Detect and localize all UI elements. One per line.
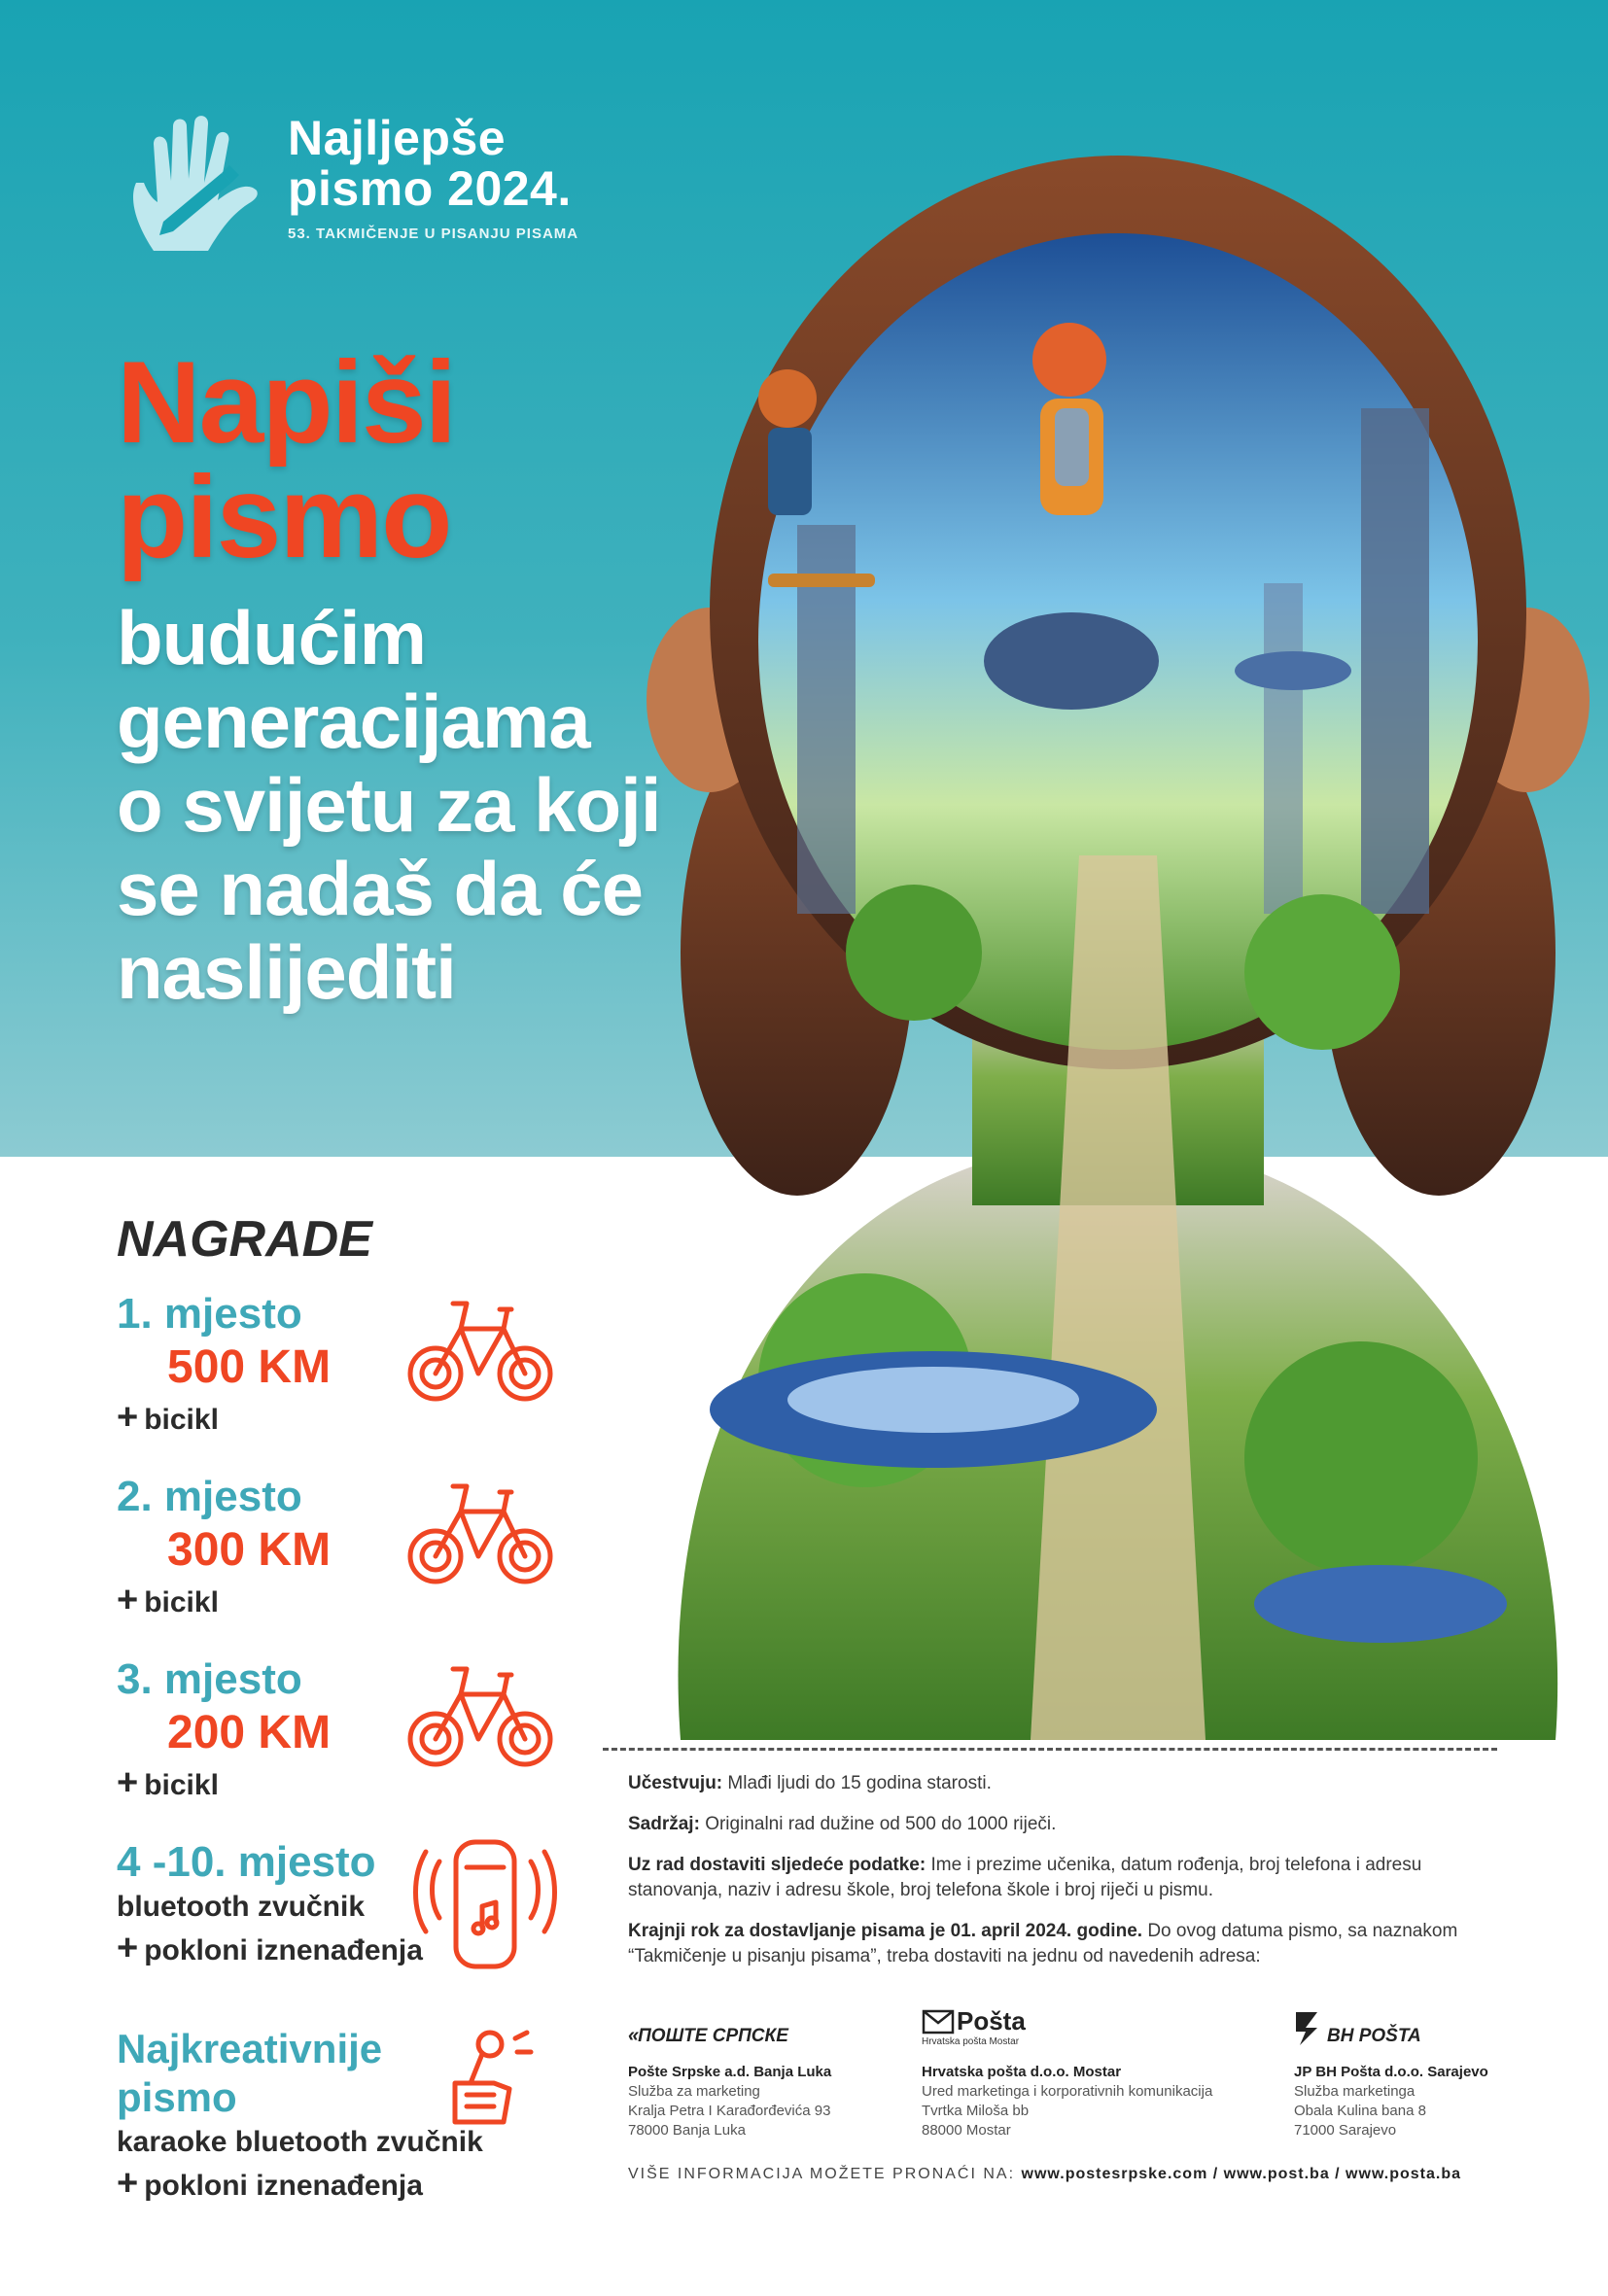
dashed-divider <box>603 1748 1497 1751</box>
bicycle-icon <box>402 1473 558 1589</box>
bh-posta-logo-text: BH POŠTA <box>1327 2026 1421 2046</box>
partner-name: Pošte Srpske a.d. Banja Luka <box>628 2064 832 2080</box>
microphone-hand-icon <box>432 2025 539 2132</box>
prize-extra-label: bicikl <box>144 1586 219 1618</box>
prize-place: 2. mjesto <box>117 1473 302 1520</box>
bicycle-icon <box>402 1290 558 1407</box>
prize-extra-label: bluetooth zvučnik <box>117 1891 365 1923</box>
content-paragraph <box>628 1812 1503 1837</box>
headline-white-line: generacijama <box>117 678 590 764</box>
content-text: Originalni rad dužine od 500 do 1000 riječi. <box>699 1814 1057 1834</box>
envelope-icon <box>922 2007 957 2036</box>
logo-title-line2: pismo 2024. <box>288 161 572 216</box>
prize-extra-label: pokloni iznenađenja <box>144 2170 423 2202</box>
plus-sign: + <box>117 1928 139 1968</box>
prize-fourth-to-tenth <box>117 1838 622 2003</box>
headline-white-line: se nadaš da će <box>117 846 643 931</box>
data-label: Uz rad dostaviti sljedeće podatke: <box>628 1855 926 1875</box>
bh-posta-logo <box>1294 1993 1586 2047</box>
prize-second <box>117 1473 622 1632</box>
competition-logo <box>115 105 620 251</box>
plus-sign: + <box>117 1397 139 1438</box>
poste-srpske-logo: « ПОШТЕ СРПСКЕ <box>628 2025 788 2046</box>
partner-address-line: Tvrtka Miloša bb <box>922 2103 1030 2119</box>
participants-label: Učestvuju: <box>628 1773 723 1793</box>
prize-most-creative <box>117 2025 622 2219</box>
prizes-title: NAGRADE <box>117 1211 372 1268</box>
more-info-links[interactable]: www.postesrpske.com / www.post.ba / www.posta.ba <box>1021 2166 1462 2182</box>
headline-white-line: o svijetu za koji <box>117 762 661 848</box>
deadline-paragraph <box>628 1919 1503 1969</box>
logo-subtitle: 53. TAKMIČENJE U PISANJU PISAMA <box>288 226 579 242</box>
prize-extra-label: bicikl <box>144 1404 219 1436</box>
partner-addresses <box>628 1993 1503 2177</box>
deadline-label: Krajnji rok za dostavljanje pisama je 01. april 2024. godine. <box>628 1921 1143 1941</box>
participants-paragraph <box>628 1771 1503 1796</box>
prizes-section <box>117 1210 622 2219</box>
prize-third <box>117 1655 622 1815</box>
more-info-label: VIŠE INFORMACIJA MOŽETE PRONAĆI NA: <box>628 2166 1016 2182</box>
prize-amount: 500 KM <box>167 1341 332 1393</box>
hand-pen-icon <box>115 105 270 261</box>
partner-poste-srpske <box>628 1993 920 2140</box>
logo-title-line1: Najljepše <box>288 111 507 165</box>
speaker-icon <box>412 1832 558 1978</box>
prize-amount: 200 KM <box>167 1707 332 1758</box>
hrvatska-posta-logo <box>922 1993 1213 2047</box>
prize-extra-label: pokloni iznenađenja <box>144 1934 423 1966</box>
hrvatska-posta-logo-text: Pošta <box>957 2006 1026 2035</box>
data-text: Ime i prezime učenika, datum rođenja, broj telefona i adresu stanovanja, naziv i adresu škole, broj telefona škole i broj riječi u pismu. <box>628 1855 1422 1900</box>
more-info-line <box>628 2166 1522 2183</box>
partner-address-line: Služba za marketing <box>628 2083 760 2100</box>
prize-extra-label: karaoke bluetooth zvučnik <box>117 2126 483 2158</box>
prize-extra <box>117 2163 622 2207</box>
plus-sign: + <box>117 2163 139 2204</box>
headline-red-line1: Napiši <box>117 337 456 468</box>
plus-sign: + <box>117 1580 139 1620</box>
partner-address-line: 78000 Banja Luka <box>628 2122 746 2139</box>
headline-red <box>117 337 778 582</box>
partner-name: Hrvatska pošta d.o.o. Mostar <box>922 2064 1122 2080</box>
bicycle-icon <box>402 1655 558 1772</box>
prize-place: 3. mjesto <box>117 1655 302 1703</box>
partner-name: JP BH Pošta d.o.o. Sarajevo <box>1294 2064 1488 2080</box>
prize-amount: 300 KM <box>167 1524 332 1576</box>
partner-address-line: 88000 Mostar <box>922 2122 1011 2139</box>
prize-first <box>117 1290 622 1449</box>
headline <box>117 337 778 1015</box>
prize-place: 4 -10. mjesto <box>117 1838 376 1886</box>
prize-extra-label: bicikl <box>144 1769 219 1801</box>
partner-address-line: Ured marketinga i korporativnih komunikacija <box>922 2083 1213 2100</box>
participants-text: Mlađi ljudi do 15 godina starosti. <box>722 1773 992 1793</box>
hrvatska-posta-logo-sub: Hrvatska pošta Mostar <box>922 2036 1020 2047</box>
partner-address-line: Služba marketinga <box>1294 2083 1416 2100</box>
prize-place: 1. mjesto <box>117 1290 302 1338</box>
bh-posta-emblem-icon <box>1294 2008 1323 2047</box>
poste-srpske-logo-text: ПОШТЕ СРПСКЕ <box>638 2026 788 2046</box>
deadline-text: Do ovog datuma pismo, sa naznakom “Takmičenje u pisanju pisama”, treba dostaviti na jednu od navedenih adresa: <box>628 1921 1458 1966</box>
headline-white-line: budućim <box>117 595 426 680</box>
partner-hrvatska-posta <box>922 1993 1213 2140</box>
partner-address-line: Kralja Petra I Karađorđevića 93 <box>628 2103 831 2119</box>
headline-white <box>117 596 778 1014</box>
plus-sign: + <box>117 1762 139 1803</box>
logo-title <box>288 113 572 214</box>
partner-address-line: Obala Kulina bana 8 <box>1294 2103 1426 2119</box>
prize-place: Najkreativnije <box>117 2026 383 2071</box>
info-block <box>628 1771 1503 1985</box>
partner-bh-posta <box>1294 1993 1586 2140</box>
partner-address-line: 71000 Sarajevo <box>1294 2122 1397 2139</box>
headline-red-line2: pismo <box>117 452 451 582</box>
content-label: Sadržaj: <box>628 1814 700 1834</box>
headline-white-line: naslijediti <box>117 929 456 1015</box>
prize-place: pismo <box>117 2074 237 2120</box>
data-paragraph <box>628 1853 1503 1903</box>
